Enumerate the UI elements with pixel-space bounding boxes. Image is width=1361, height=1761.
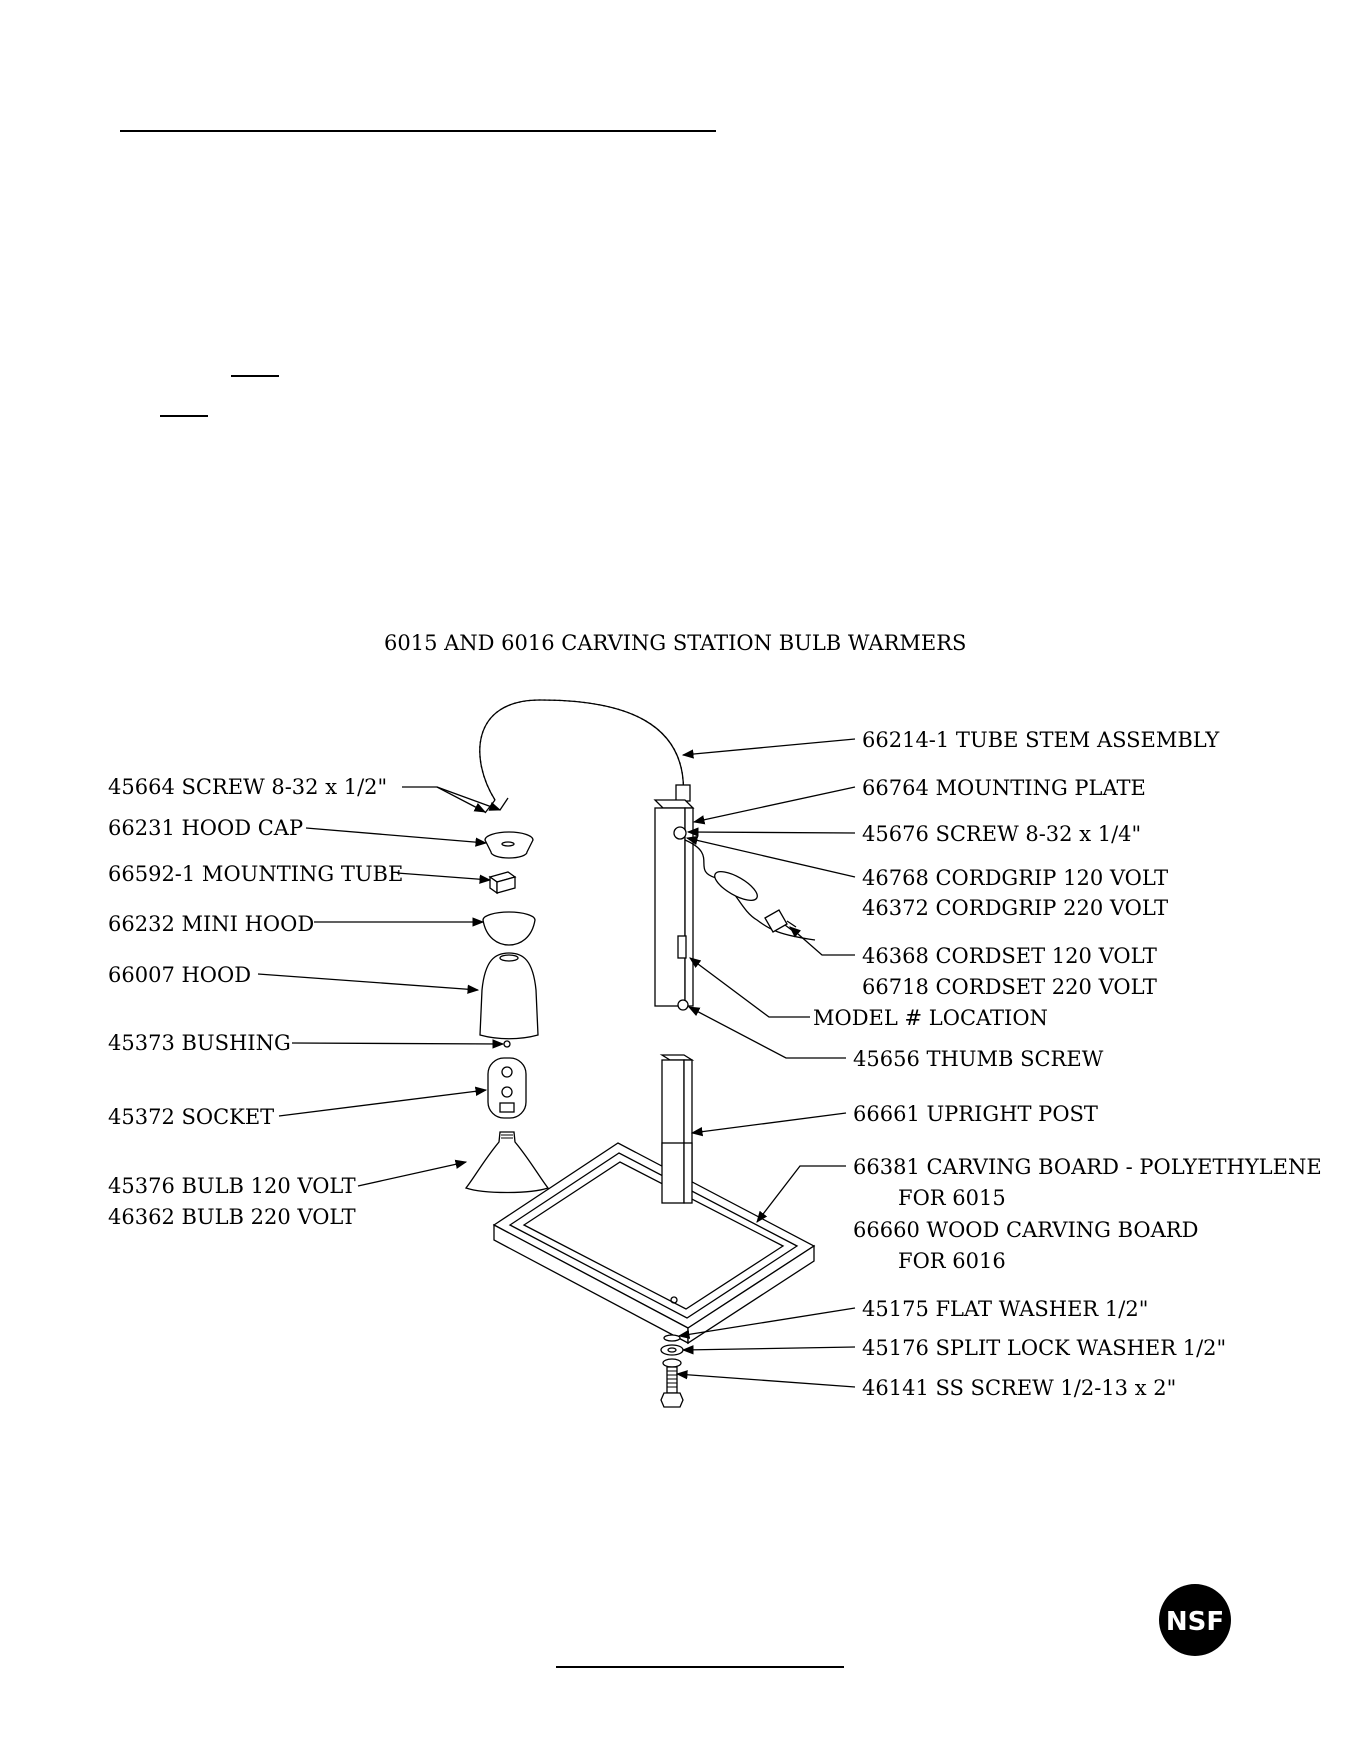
label-46372: 46372 CORDGRIP 220 VOLT [862,896,1169,920]
label-for-6015: FOR 6015 [898,1186,1006,1210]
label-66381: 66381 CARVING BOARD - POLYETHYLENE [853,1155,1322,1179]
label-66592: 66592-1 MOUNTING TUBE [108,862,404,886]
label-66661: 66661 UPRIGHT POST [853,1102,1098,1126]
label-66214: 66214-1 TUBE STEM ASSEMBLY [862,728,1220,752]
nsf-logo [1159,1584,1231,1656]
label-66231: 66231 HOOD CAP [108,816,304,840]
socket-drawing [488,1058,526,1118]
label-66718: 66718 CORDSET 220 VOLT [862,975,1157,999]
label-for-6016: FOR 6016 [898,1249,1006,1273]
label-45176: 45176 SPLIT LOCK WASHER 1/2" [862,1336,1227,1360]
hood-drawing [480,953,538,1039]
nsf-logo-text: NSF [1165,1607,1225,1637]
label-46368: 46368 CORDSET 120 VOLT [862,944,1157,968]
cordset-drawing [685,840,815,940]
washers-and-screw-drawing [661,1335,683,1407]
label-46768: 46768 CORDGRIP 120 VOLT [862,866,1169,890]
label-45175: 45175 FLAT WASHER 1/2" [862,1297,1149,1321]
label-66660: 66660 WOOD CARVING BOARD [853,1218,1199,1242]
diagram-title: 6015 AND 6016 CARVING STATION BULB WARMERS [384,631,967,655]
label-66007: 66007 HOOD [108,963,252,987]
label-45656: 45656 THUMB SCREW [853,1047,1104,1071]
label-46141: 46141 SS SCREW 1/2-13 x 2" [862,1376,1177,1400]
label-66764: 66764 MOUNTING PLATE [862,776,1146,800]
bushing-drawing [504,1041,510,1047]
label-model-location: MODEL # LOCATION [813,1006,1048,1030]
label-45376: 45376 BULB 120 VOLT [108,1174,356,1198]
bulb-drawing [466,1132,548,1193]
label-45664: 45664 SCREW 8-32 x 1/2" [108,775,388,799]
label-46362: 46362 BULB 220 VOLT [108,1205,356,1229]
label-45372: 45372 SOCKET [108,1105,275,1129]
label-45676: 45676 SCREW 8-32 x 1/4" [862,822,1142,846]
mini-hood-drawing [483,912,535,945]
label-45373: 45373 BUSHING [108,1031,291,1055]
tube-stem-drawing [480,700,690,801]
label-66232: 66232 MINI HOOD [108,912,315,936]
tower-drawing [655,800,693,1010]
carving-board-drawing [494,1143,814,1343]
mounting-tube-drawing [490,872,515,893]
